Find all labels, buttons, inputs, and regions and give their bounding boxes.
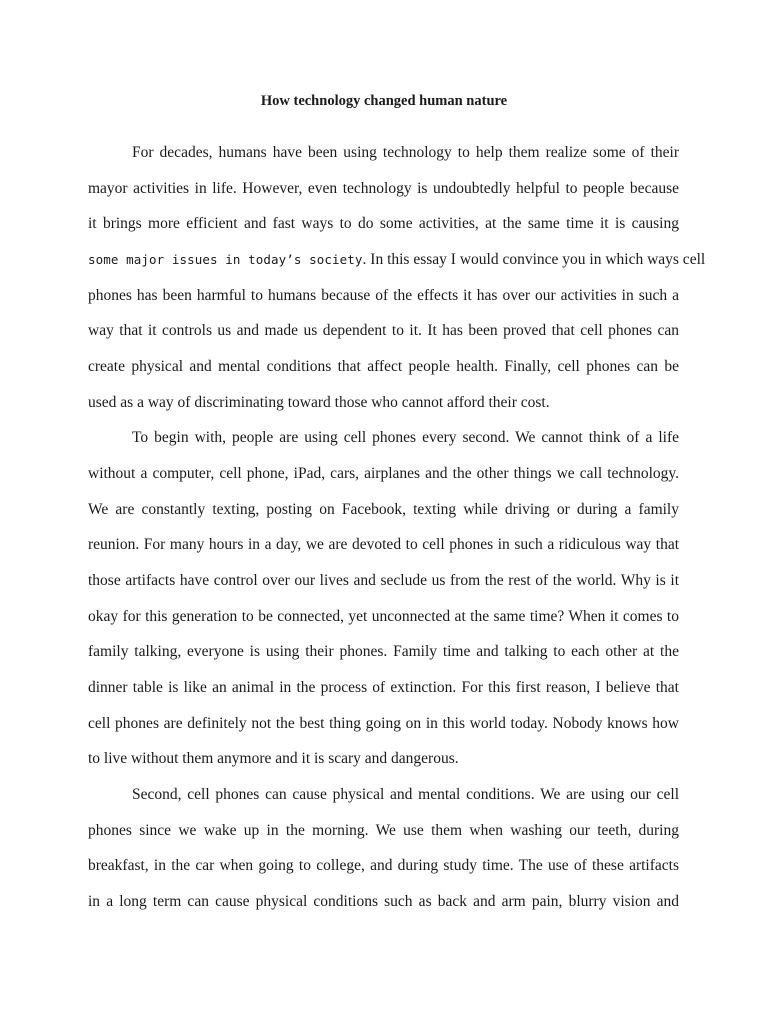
paragraph-line: okay for this generation to be connected, yet unconnected at the same time? When it comes to xyxy=(88,608,679,625)
paragraph-line: way that it controls us and made us dependent to it. It has been proved that cell phones can xyxy=(88,322,679,339)
paragraph-line: To begin with, people are using cell phones every second. We cannot think of a life xyxy=(132,429,679,446)
paragraph-text: . In this essay I would convince you in which ways cell xyxy=(362,251,706,268)
paragraph-line: For decades, humans have been using technology to help them realize some of their xyxy=(132,144,679,161)
paragraph-line: it brings more efficient and fast ways to do some activities, at the same time it is causing xyxy=(88,215,679,232)
paragraph-line: breakfast, in the car when going to college, and during study time. The use of these artifacts xyxy=(88,857,679,874)
paragraph-line: reunion. For many hours in a day, we are devoted to cell phones in such a ridiculous way that xyxy=(88,536,679,553)
paragraph-line: without a computer, cell phone, iPad, cars, airplanes and the other things we call technology. xyxy=(88,465,679,482)
paragraph-line: cell phones are definitely not the best thing going on in this world today. Nobody knows how xyxy=(88,715,679,732)
paragraph-line: in a long term can cause physical conditions such as back and arm pain, blurry vision and xyxy=(88,893,679,910)
paragraph-line: to live without them anymore and it is scary and dangerous. xyxy=(88,750,459,767)
mixed-font-text: some major issues in today’s society xyxy=(88,252,363,267)
paragraph-line: create physical and mental conditions that affect people health. Finally, cell phones can be xyxy=(88,358,679,375)
paragraph-line: mayor activities in life. However, even technology is undoubtedly helpful to people because xyxy=(88,180,679,197)
paragraph-line: We are constantly texting, posting on Facebook, texting while driving or during a family xyxy=(88,501,679,518)
essay-title: How technology changed human nature xyxy=(260,93,508,109)
paragraph-line: phones has been harmful to humans because of the effects it has over our activities in such a xyxy=(88,287,679,304)
paragraph-line: phones since we wake up in the morning. We use them when washing our teeth, during xyxy=(88,822,679,839)
paragraph-line: those artifacts have control over our lives and seclude us from the rest of the world. Why is it xyxy=(88,572,679,589)
paragraph-line: used as a way of discriminating toward those who cannot afford their cost. xyxy=(88,394,550,411)
paragraph-line: dinner table is like an animal in the process of extinction. For this first reason, I believe that xyxy=(88,679,679,696)
paragraph-line: family talking, everyone is using their phones. Family time and talking to each other at the xyxy=(88,643,679,660)
paragraph-line: Second, cell phones can cause physical and mental conditions. We are using our cell xyxy=(132,786,679,803)
paragraph-line-mixed xyxy=(88,250,706,270)
